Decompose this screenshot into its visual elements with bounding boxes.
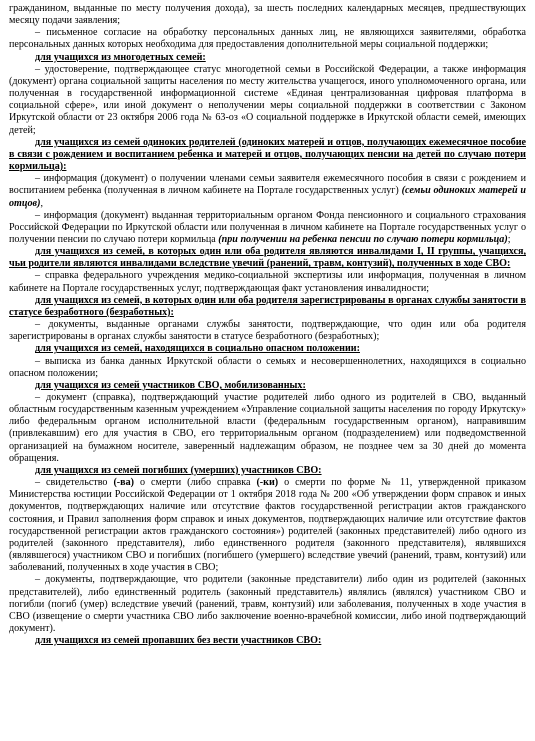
- heading-svo-deceased: для учащихся из семей погибших (умерших) участников СВО:: [35, 464, 322, 476]
- paragraph-svo-participation: – документ (справка), подтверждающий участие родителей либо одного из родителей в СВО, выданный областным государственным казенным учреждением «Управление социальной защиты населения по городу Иркутску» либо федеральным органом исполнительной власти (федеральным государственным органом), направившим (привлекавшим) его для участия в СВО, его территориальным органом (подразделением) или подведомственной организацией на бумажном носителе, заверенный надлежащим образом, не позднее чем за 30 дней до момента обращения.: [9, 392, 526, 464]
- paragraph-end: ;: [507, 233, 511, 245]
- paragraph-text: – информация (документ) о получении членами семьи заявителя ежемесячного пособия в связи с рождением и воспитанием ребенка (полученная в личном кабинете на Портале государственных услуг): [9, 173, 526, 197]
- paragraph-consent: – письменное согласие на обработку персональных данных лиц, не являющихся заявителями, обработка персональных данных которых необходима для предоставления дополнительной меры социальной поддержки;: [9, 27, 526, 51]
- paragraph-death-certificate: [9, 477, 526, 574]
- heading-svo-missing: для учащихся из семей пропавших без вести участников СВО:: [35, 635, 322, 647]
- paragraph-monthly-allowance: [9, 173, 526, 209]
- paragraph-large-family-certificate: – удостоверение, подтверждающее статус многодетной семьи в Российской Федерации, а также информация (документ) органа социальной защиты населения по месту жительства учащегося, иного уполномоченного органа, или полученная в государственной информационной системе «Единая централизованная цифровая платформа в социальной сфере», или иной документ о неполучении меры социальной поддержки в соответствии с Законом Иркутской области от 23 октября 2006 года № 63-оз «О социальной поддержке в Иркутской области семей, имеющих детей;: [9, 63, 526, 136]
- paragraph-disability-certificate: – справка федерального учреждения медико-социальной экспертизы или информация, полученная в личном кабинете на Портале государственных услуг, подтверждающая факт установления инвалидности;: [9, 270, 526, 294]
- paragraph-text: о смерти по форме № 11, утвержденной приказом Министерства юстиции Российской Федерации от 1 октября 2018 года № 200 «Об утверждении форм справок и иных документов, подтверждающих наличие или отсутствие фактов государственной регистрации актов гражданского состояния, и Правил заполнения форм справок и иных документов, подтверждающих наличие или отсутствие фактов государственной регистрации актов гражданского состояния») родителей (законных представителей) либо одного из родителей (законного представителя), либо единственного родителя (законного представителя), являвшихся (являвшегося) участником СВО и погибших (погибшего (умершего) вследствие увечий (ранений, травм, контузий) или заболеваний, полученных в ходе участия в СВО;: [9, 477, 526, 574]
- paragraph-employment-docs: – документы, выданные органами службы занятости, подтверждающие, что один или оба родителя зарегистрированы в органах службы занятости в статусе безработного (безработных);: [9, 319, 526, 343]
- paragraph-text: – информация (документ) выданная территориальным органом Фонда пенсионного и социального страхования Российской Федерации по Иркутской области или полученная в личном кабинете на Портале государственных услуг о получении пенсии по случаю потери кормильца: [9, 209, 526, 245]
- paragraph-death-confirmation: – документы, подтверждающие, что родители (законные представители) либо один из родителей (законных представителей), либо единственный родитель (законный представитель) являлись (являлся) участником СВО и погибли (погиб (умер) вследствие увечий (ранений, травм, контузий) или заболевания, полученных в ходе участия в СВО (извещение о смерти участника СВО либо заключение военно-врачебной комиссии, либо иной подтверждающий документ).: [9, 574, 526, 634]
- paragraph-suffix: (-ки): [256, 477, 279, 489]
- paragraph-end: ,: [40, 197, 43, 209]
- paragraph-suffix: (-ва): [113, 477, 135, 489]
- heading-socially-dangerous: для учащихся из семей, находящихся в социально опасном положении:: [35, 343, 360, 355]
- paragraph-databank-extract: – выписка из банка данных Иркутской области о семьях и несовершеннолетних, находящихся в социально опасном положении;: [9, 355, 526, 379]
- paragraph-text: – свидетельство: [35, 477, 114, 489]
- paragraph-note: (семьи одиноких матерей и отцов): [9, 185, 526, 209]
- paragraph-survivor-pension: [9, 210, 526, 246]
- heading-large-families: для учащихся из многодетных семей:: [35, 51, 206, 63]
- paragraph-text: о смерти (либо справка: [134, 477, 257, 489]
- heading-unemployed-parents: для учащихся из семей, в которых один или оба родителя зарегистрированы в органах службы занятости в статусе безработного (безработных):: [9, 294, 526, 318]
- heading-svo-mobilized: для учащихся из семей участников СВО, мобилизованных:: [35, 379, 306, 391]
- heading-single-parents: для учащихся из семей одиноких родителей (одиноких матерей и отцов, получающих ежемесячное пособие в связи с рождением и воспитанием ребенка и матерей и отцов, получающих пенсии на детей по случаю потери кормильца):: [9, 136, 526, 173]
- paragraph-income-docs: гражданином, выданные по месту получения дохода), за шесть последних календарных месяцев, предшествующих месяцу подачи заявления;: [9, 3, 526, 27]
- paragraph-note: (при получении на ребенка пенсии по случаю потери кормильца): [218, 233, 508, 245]
- heading-disabled-parents: для учащихся из семей, в которых один или оба родителя являются инвалидами I, II группы, учащихся, чьи родители являются инвалидами вследствие увечий (ранений, травм, контузий), полученных в ходе СВО:: [9, 246, 526, 270]
